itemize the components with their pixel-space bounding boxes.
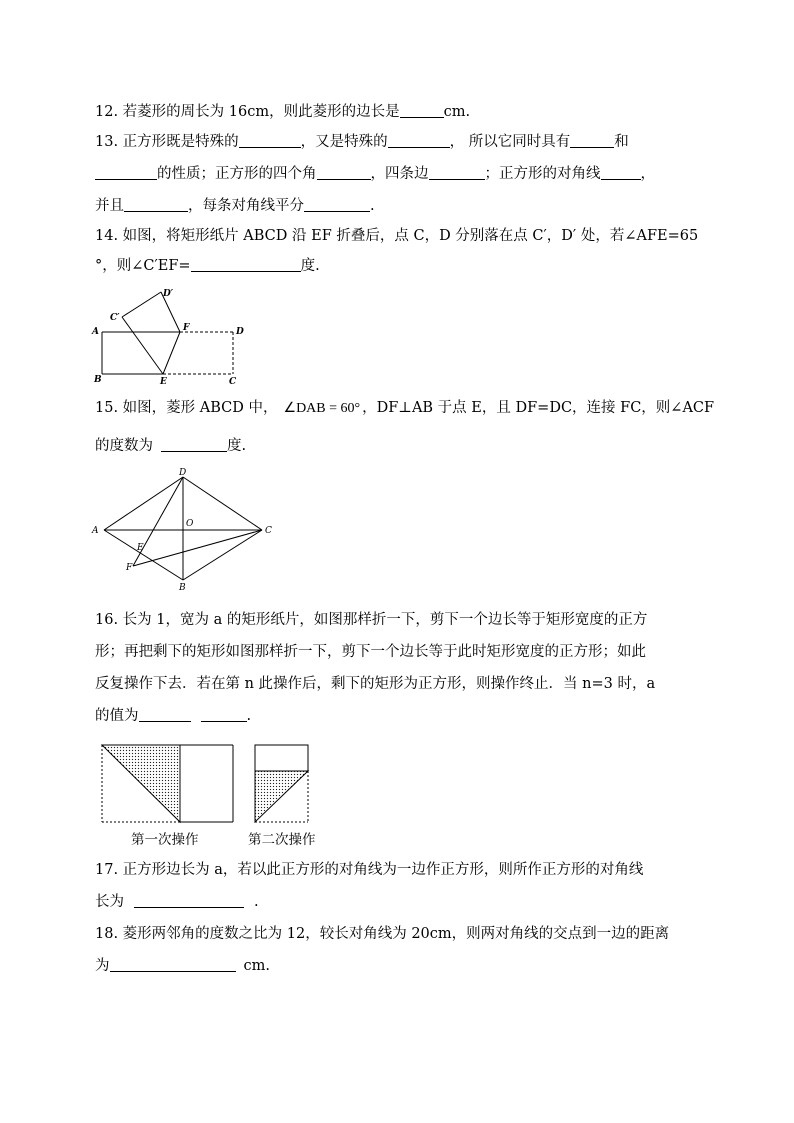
q16-line4 — [95, 706, 251, 726]
q14-line2 — [95, 256, 320, 276]
answer-blank[interactable] — [239, 133, 301, 148]
label-B: B — [94, 375, 102, 385]
label-A: A — [92, 327, 99, 337]
q16-text: . — [246, 708, 252, 724]
q13-text: ， 所以它同时具有 — [449, 134, 571, 150]
answer-blank[interactable] — [124, 197, 188, 212]
label-E: E — [137, 543, 144, 553]
q16-text: 的值为 — [95, 708, 139, 724]
q13-text: ，每条对角线平分 — [188, 198, 304, 214]
label-E: E — [160, 377, 167, 387]
q13-text: ，四条边 — [370, 166, 429, 182]
q13-text: ，又是特殊的 — [300, 134, 388, 150]
answer-blank[interactable] — [400, 103, 444, 118]
answer-blank[interactable] — [161, 437, 227, 452]
q13-text: . — [370, 198, 375, 214]
label-D: D — [236, 327, 244, 337]
q16-figures — [98, 740, 324, 828]
answer-blank[interactable] — [388, 133, 450, 148]
label-F: F — [183, 323, 190, 333]
q12-unit: cm. — [443, 104, 471, 120]
answer-blank[interactable] — [95, 165, 157, 180]
q13-text: 并且 — [95, 198, 124, 214]
q15-line1 — [95, 398, 714, 419]
first-operation-diagram — [102, 745, 233, 822]
label-C: C — [229, 377, 237, 387]
caption-first-operation: 第一次操作 — [131, 832, 199, 848]
label-C: C — [265, 526, 272, 536]
label-A: A — [92, 526, 99, 536]
answer-blank[interactable] — [317, 165, 371, 180]
q14-figure — [88, 284, 258, 388]
q13-line1 — [95, 132, 629, 152]
answer-blank[interactable] — [191, 257, 301, 272]
angle-formula: ∠DAB = 60° — [283, 401, 361, 416]
q13-text: 和 — [614, 134, 629, 150]
q18-line2 — [95, 956, 270, 976]
q13-text: ；正方形的对角线 — [484, 166, 601, 182]
q18-text: 为 — [95, 958, 110, 974]
label-D: D — [179, 468, 187, 478]
answer-blank[interactable] — [304, 197, 370, 212]
second-operation-diagram — [255, 745, 308, 822]
q13-text: 的性质；正方形的四个角 — [157, 166, 317, 182]
q15-text: 的度数为 — [95, 438, 153, 454]
q13-line2 — [95, 164, 655, 184]
q16-line1: 16. 长为 1，宽为 a 的矩形纸片，如图那样折一下，剪下一个边长等于矩形宽度的正方 — [95, 612, 648, 628]
q15-figure — [88, 466, 282, 592]
q17-text: . — [254, 894, 259, 910]
answer-blank[interactable] — [570, 133, 614, 148]
label-C-prime: C′ — [110, 313, 120, 323]
q13-text: ， — [640, 166, 655, 182]
q18-line1: 18. 菱形两邻角的度数之比为 12，较长对角线为 20cm，则两对角线的交点到一边的距离 — [95, 926, 670, 942]
label-F: F — [126, 563, 133, 573]
answer-blank[interactable] — [110, 957, 236, 972]
q15-line2 — [95, 436, 246, 456]
q15-text: 15. 如图，菱形 ABCD 中， — [95, 400, 278, 416]
q12-line1 — [95, 102, 470, 122]
label-D-prime: D′ — [163, 289, 174, 299]
answer-blank[interactable] — [201, 707, 247, 722]
q14-line1: 14. 如图，将矩形纸片 ABCD 沿 EF 折叠后，点 C，D 分别落在点 C′，D′ 处，若∠AFE=65 — [95, 228, 699, 244]
q16-line3: 反复操作下去．若在第 n 此操作后，剩下的矩形为正方形，则操作终止．当 n=3 时，a — [95, 676, 656, 692]
answer-blank[interactable] — [601, 165, 641, 180]
q17-line1: 17. 正方形边长为 a，若以此正方形的对角线为一边作正方形，则所作正方形的对角线 — [95, 862, 644, 878]
caption-second-operation: 第二次操作 — [248, 832, 316, 848]
answer-blank[interactable] — [134, 893, 244, 908]
q16-line2: 形；再把剩下的矩形如图那样折一下，剪下一个边长等于此时矩形宽度的正方形；如此 — [95, 644, 646, 660]
answer-blank[interactable] — [139, 707, 191, 722]
q14-text: 度. — [300, 258, 320, 274]
q14-text: °，则∠C′EF= — [95, 258, 191, 274]
q17-text: 长为 — [95, 894, 124, 910]
q12-text: 12. 若菱形的周长为 16cm，则此菱形的边长是 — [95, 104, 400, 120]
label-B: B — [179, 583, 186, 592]
q17-line2 — [95, 892, 259, 912]
q15-text: ，DF⊥AB 于点 E，且 DF=DC，连接 FC，则∠ACF — [362, 400, 715, 416]
label-O: O — [186, 519, 194, 529]
q18-text: cm. — [243, 958, 270, 974]
answer-blank[interactable] — [429, 165, 485, 180]
q13-line3 — [95, 196, 375, 216]
q13-text: 13. 正方形既是特殊的 — [95, 134, 239, 150]
q15-text: 度. — [227, 438, 247, 454]
